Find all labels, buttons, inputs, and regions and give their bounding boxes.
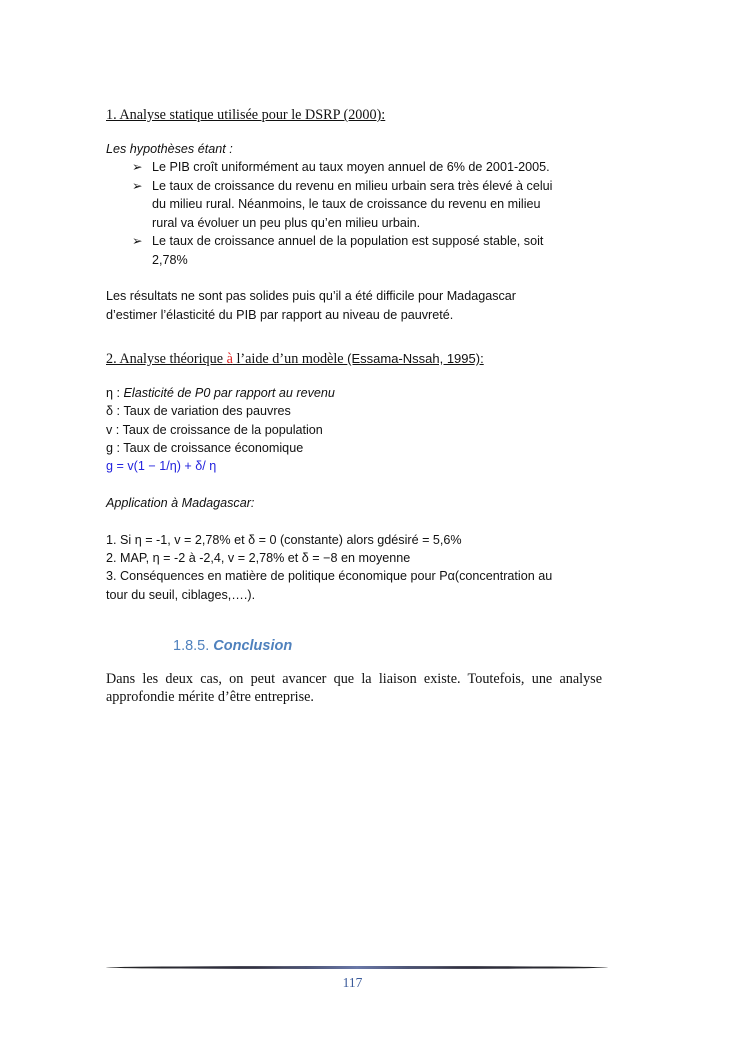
symbol: v : — [106, 423, 123, 437]
heading-part: 2. Analyse théorique — [106, 351, 227, 367]
conclusion-text: Dans les deux cas, on peut avancer que la liaison existe. Toutefois, une analyse approfondie mérite d’être entreprise. — [106, 671, 602, 705]
bullet-item — [132, 234, 544, 248]
footer-divider — [106, 966, 608, 969]
symbol: δ : — [106, 404, 124, 418]
definition — [106, 424, 323, 437]
arrow-bullet-icon: ➢ — [132, 179, 143, 193]
bullet-text: Le taux de croissance annuel de la population est supposé stable, soit — [152, 234, 544, 248]
page-number: 117 — [342, 975, 363, 990]
application-point: 2. MAP, η = -2 à -2,4, v = 2,78% et δ = −8 en moyenne — [106, 551, 411, 565]
arrow-bullet-icon: ➢ — [132, 160, 143, 174]
results-text: Les résultats ne sont pas solides puis qu’il a été difficile pour Madagascar — [106, 289, 516, 303]
heading-part: à — [226, 351, 233, 367]
arrow-bullet-icon: ➢ — [132, 234, 143, 248]
formula: g = v(1 − 1/η) + δ/ η — [106, 459, 217, 473]
bullet-item — [132, 160, 550, 174]
heading-citation: (Essama-Nssah, 1995): — [347, 351, 484, 366]
definition — [106, 442, 303, 455]
bullet-text: rural va évoluer un peu plus qu’en milieu urbain. — [152, 216, 421, 230]
definition-text: Taux de variation des pauvres — [123, 404, 291, 418]
symbol: η : — [106, 386, 124, 400]
results-text: d’estimer l’élasticité du PIB par rapport au niveau de pauvreté. — [106, 308, 454, 322]
bullet-text: 2,78% — [152, 253, 188, 267]
bullet-text: Le taux de croissance du revenu en milieu urbain sera très élevé à celui — [152, 179, 553, 193]
bullet-text: Le PIB croît uniformément au taux moyen annuel de 6% de 2001-2005. — [152, 160, 550, 174]
definition — [106, 387, 335, 400]
application-point: 1. Si η = -1, v = 2,78% et δ = 0 (constante) alors gdésiré = 5,6% — [106, 533, 462, 547]
bullet-text: du milieu rural. Néanmoins, le taux de croissance du revenu en milieu — [152, 197, 541, 211]
definition-text: Elasticité de P0 par rapport au revenu — [123, 386, 335, 400]
definition-text: Taux de croissance économique — [123, 441, 304, 455]
heading-number: 1.8.5. — [173, 638, 210, 654]
section2-heading — [106, 351, 484, 367]
section1-heading: 1. Analyse statique utilisée pour le DSRP (2000): — [106, 107, 386, 123]
bullet-item — [132, 179, 553, 193]
conclusion-heading — [173, 638, 292, 654]
definition — [106, 405, 291, 418]
symbol: g : — [106, 441, 124, 455]
application-title: Application à Madagascar: — [106, 496, 255, 510]
hypotheses-intro: Les hypothèses étant : — [106, 142, 233, 156]
definition-text: Taux de croissance de la population — [122, 423, 323, 437]
heading-part: l’aide d’un modèle — [232, 351, 348, 367]
application-point: tour du seuil, ciblages,….). — [106, 588, 256, 602]
application-point: 3. Conséquences en matière de politique économique pour Pα(concentration au — [106, 569, 553, 583]
heading-title: Conclusion — [213, 638, 293, 654]
